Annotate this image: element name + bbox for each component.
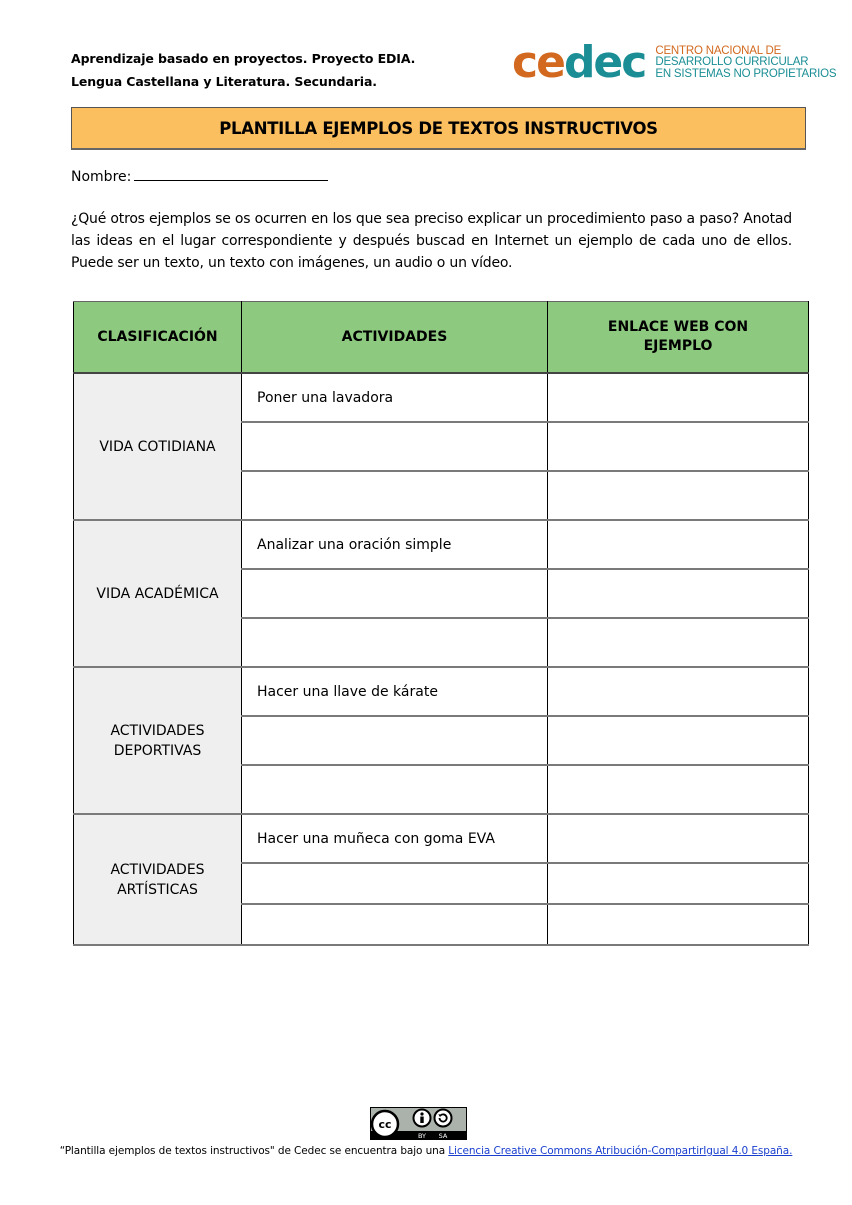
category-line-1: ACTIVIDADES — [110, 861, 205, 878]
activity-cell[interactable] — [242, 422, 548, 471]
link-cell[interactable] — [548, 863, 809, 904]
cedec-logo — [512, 37, 837, 88]
category-actividades-deportivas — [74, 667, 242, 814]
category-line-2: DEPORTIVAS — [113, 742, 202, 759]
activity-cell[interactable] — [242, 569, 548, 618]
table-header-row — [74, 302, 809, 374]
nombre-label: Nombre: — [71, 169, 132, 185]
table-row — [74, 667, 809, 716]
logo-wordmark — [512, 37, 646, 88]
table-row — [74, 520, 809, 569]
activity-cell[interactable] — [242, 618, 548, 667]
header-line-2: Lengua Castellana y Literatura. Secundaria. — [71, 74, 377, 89]
table-row — [74, 814, 809, 863]
nombre-field — [71, 166, 328, 185]
logo-tagline-3: EN SISTEMAS NO PROPIETARIOS — [655, 67, 837, 80]
activity-cell[interactable] — [242, 716, 548, 765]
activity-cell[interactable]: Poner una lavadora — [242, 373, 548, 422]
license-link[interactable]: Licencia Creative Commons Atribución-CompartirIgual 4.0 España. — [448, 1145, 793, 1157]
activity-cell[interactable] — [242, 471, 548, 520]
license-footer — [0, 1145, 852, 1157]
logo-word-ce: ce — [512, 37, 564, 88]
logo-tagline-2: DESARROLLO CURRICULAR — [655, 56, 809, 69]
logo-tagline-1: CENTRO NACIONAL DE — [655, 44, 782, 57]
activity-cell[interactable]: Analizar una oración simple — [242, 520, 548, 569]
header-clasificacion: CLASIFICACIÓN — [74, 302, 242, 374]
link-cell[interactable] — [548, 569, 809, 618]
sa-sharealike-icon — [435, 1110, 452, 1127]
category-line-1: ACTIVIDADES — [110, 722, 205, 739]
page-title: PLANTILLA EJEMPLOS DE TEXTOS INSTRUCTIVOS — [71, 107, 806, 150]
activity-cell[interactable] — [242, 863, 548, 904]
nombre-input-line[interactable] — [134, 166, 328, 181]
activity-cell[interactable] — [242, 904, 548, 945]
link-cell[interactable] — [548, 904, 809, 945]
footer-text: “Plantilla ejemplos de textos instructivos" de Cedec se encuentra bajo una — [59, 1145, 449, 1157]
header-actividades: ACTIVIDADES — [242, 302, 548, 374]
category-vida-cotidiana: VIDA COTIDIANA — [74, 373, 242, 520]
table-row — [74, 373, 809, 422]
link-cell[interactable] — [548, 667, 809, 716]
cc-by-sa-icon — [370, 1107, 467, 1140]
examples-table — [73, 301, 809, 946]
category-line-2: ARTÍSTICAS — [117, 881, 198, 898]
link-cell[interactable] — [548, 422, 809, 471]
activity-cell[interactable] — [242, 765, 548, 814]
header-line-1: Aprendizaje basado en proyectos. Proyecto EDIA. — [71, 51, 416, 66]
link-cell[interactable] — [548, 520, 809, 569]
instructions-paragraph: ¿Qué otros ejemplos se os ocurren en los que sea preciso explicar un procedimiento paso a paso? Anotad las ideas en el lugar correspondiente y después buscad en Internet un ejemplo de cada uno de ellos. Puede ser un texto, un texto con imágenes, un audio o un vídeo. — [71, 211, 792, 271]
sa-label: SA — [438, 1132, 448, 1140]
link-cell[interactable] — [548, 814, 809, 863]
svg-text:cc: cc — [378, 1118, 392, 1131]
logo-word-dec: dec — [563, 37, 646, 88]
activity-cell[interactable]: Hacer una llave de kárate — [242, 667, 548, 716]
category-vida-academica: VIDA ACADÉMICA — [74, 520, 242, 667]
link-cell[interactable] — [548, 471, 809, 520]
logo-tagline — [655, 46, 836, 81]
activity-cell[interactable]: Hacer una muñeca con goma EVA — [242, 814, 548, 863]
by-label: BY — [417, 1132, 427, 1140]
document-header — [71, 47, 415, 93]
link-cell[interactable] — [548, 765, 809, 814]
link-cell[interactable] — [548, 716, 809, 765]
link-cell[interactable] — [548, 373, 809, 422]
category-actividades-artisticas — [74, 814, 242, 945]
link-cell[interactable] — [548, 618, 809, 667]
header-enlace: ENLACE WEB CON EJEMPLO — [548, 302, 809, 374]
